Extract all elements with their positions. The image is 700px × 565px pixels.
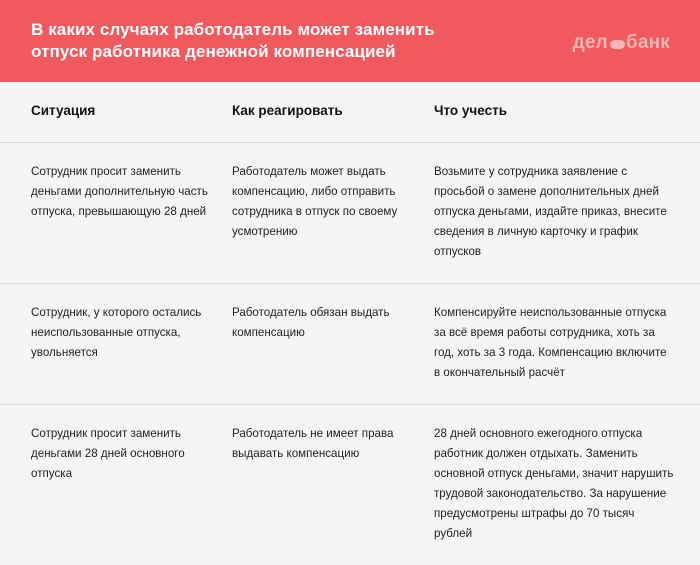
note-cell: Компенсируйте неиспользованные отпуска за всё время работы сотрудника, хоть за год, хоть за 3 года. Компенсацию включите в окончательный расчёт [434,306,667,379]
response-cell: Работодатель не имеет права выдавать компенсацию [232,427,394,460]
table-row [0,404,700,565]
situation-cell: Сотрудник, у которого остались неиспользованные отпуска, увольняется [31,306,202,359]
response-cell: Работодатель обязан выдать компенсацию [232,306,390,339]
page-title: В каких случаях работодатель может заменить отпуск работника денежной компенсацией [31,20,435,61]
note-cell: Возьмите у сотрудника заявление с просьбой о замене дополнительных дней отпуска деньгами, издайте приказ, внесите сведения в личную карточку и график отпусков [434,165,667,258]
logo-text-left: дел [572,32,608,53]
column-header-situation: Ситуация [31,103,96,118]
table-row [0,142,700,284]
situation-cell: Сотрудник просит заменить деньгами дополнительную часть отпуска, превышающую 28 дней [31,165,208,218]
column-header-note: Что учесть [434,103,508,118]
response-cell: Работодатель может выдать компенсацию, либо отправить сотрудника в отпуск по своему усмотрению [232,165,398,238]
column-header-response: Как реагировать [232,103,343,118]
delobank-logo [573,33,670,53]
table-header-row [0,82,700,143]
logo-text-right: банк [625,32,670,53]
situation-cell: Сотрудник просит заменить деньгами 28 дней основного отпуска [31,427,185,480]
header-banner [0,0,700,82]
table-row [0,283,700,405]
note-cell: 28 дней основного ежегодного отпуска работник должен отдыхать. Заменить основной отпуск деньгами, значит нарушить трудовой законодательство. За нарушение предусмотрены штрафы до 70 тысяч рублей [434,427,674,540]
logo-oval-icon [610,40,625,49]
